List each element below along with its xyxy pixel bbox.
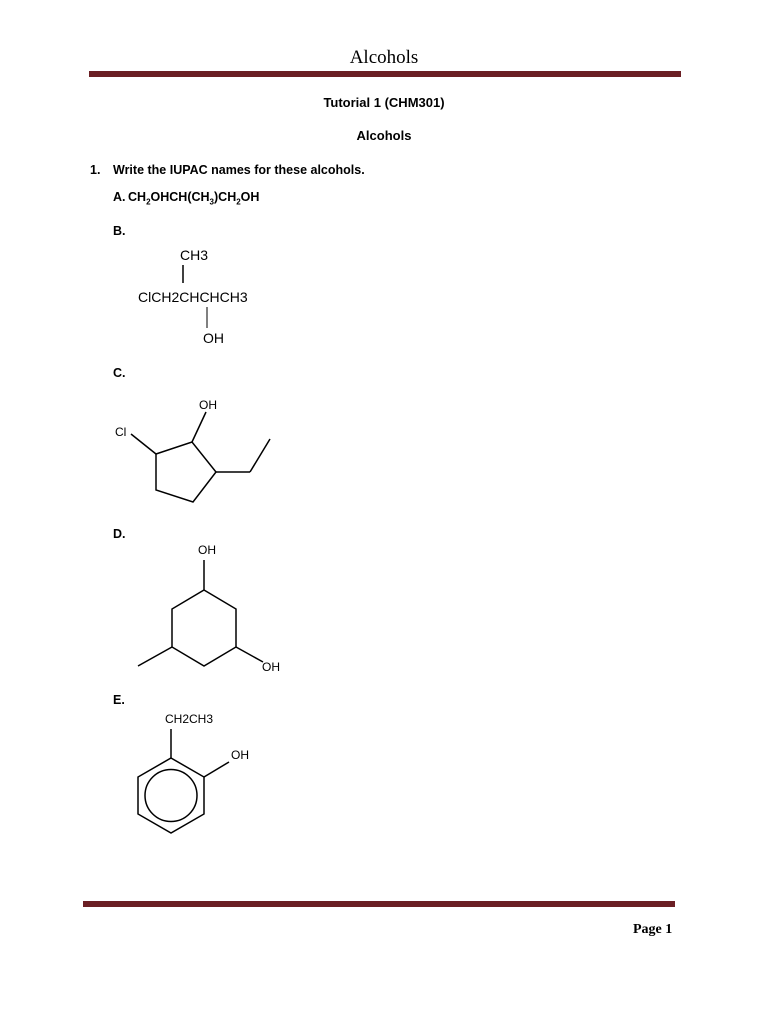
item-b-oh: OH: [203, 330, 224, 346]
item-a-formula: $CH_2OHCH(CH_3)CH_2OH$: [128, 190, 260, 207]
item-b-label: B.: [113, 224, 126, 238]
item-e-label: E.: [113, 693, 125, 707]
item-c-label: C.: [113, 366, 126, 380]
item-e-aromatic-circle: [145, 770, 197, 822]
item-d-label: D.: [113, 527, 126, 541]
item-c-ethyl-bond-2: [250, 439, 270, 472]
item-b-ch3: CH3: [180, 247, 209, 263]
item-c-cyclopentane-ring: [156, 442, 216, 502]
item-d-methyl-bond: [138, 647, 172, 666]
item-d-bond-oh-right: [236, 647, 263, 662]
page-number: Page 1: [633, 922, 673, 937]
item-c-oh: OH: [199, 398, 217, 412]
question-number: 1.: [90, 163, 101, 177]
item-e-ethyl: CH2CH3: [165, 712, 214, 726]
item-b-main-chain: ClCH2CHCHCH3: [138, 289, 248, 305]
item-e-bond-oh: [204, 762, 229, 777]
item-c-cl: Cl: [115, 425, 127, 439]
item-d-oh-right: OH: [262, 660, 280, 674]
header-title: Alcohols: [349, 47, 419, 68]
item-e-structure: [125, 708, 295, 853]
header-rule: [89, 71, 681, 77]
item-d-oh-top: OH: [198, 543, 216, 557]
item-d-cyclohexane-ring: [172, 590, 236, 666]
item-c-bond-oh: [192, 412, 206, 442]
item-b-structure: [130, 240, 270, 350]
item-e-oh: OH: [231, 748, 249, 762]
item-c-bond-cl: [131, 434, 156, 454]
footer-rule: [83, 901, 675, 907]
question-text: Write the IUPAC names for these alcohols.: [113, 163, 365, 177]
tutorial-title: Tutorial 1 (CHM301): [323, 95, 445, 110]
section-title: Alcohols: [356, 128, 412, 143]
item-d-structure: [130, 540, 300, 675]
item-a-label: A.: [113, 190, 126, 204]
item-c-structure: [110, 392, 290, 517]
